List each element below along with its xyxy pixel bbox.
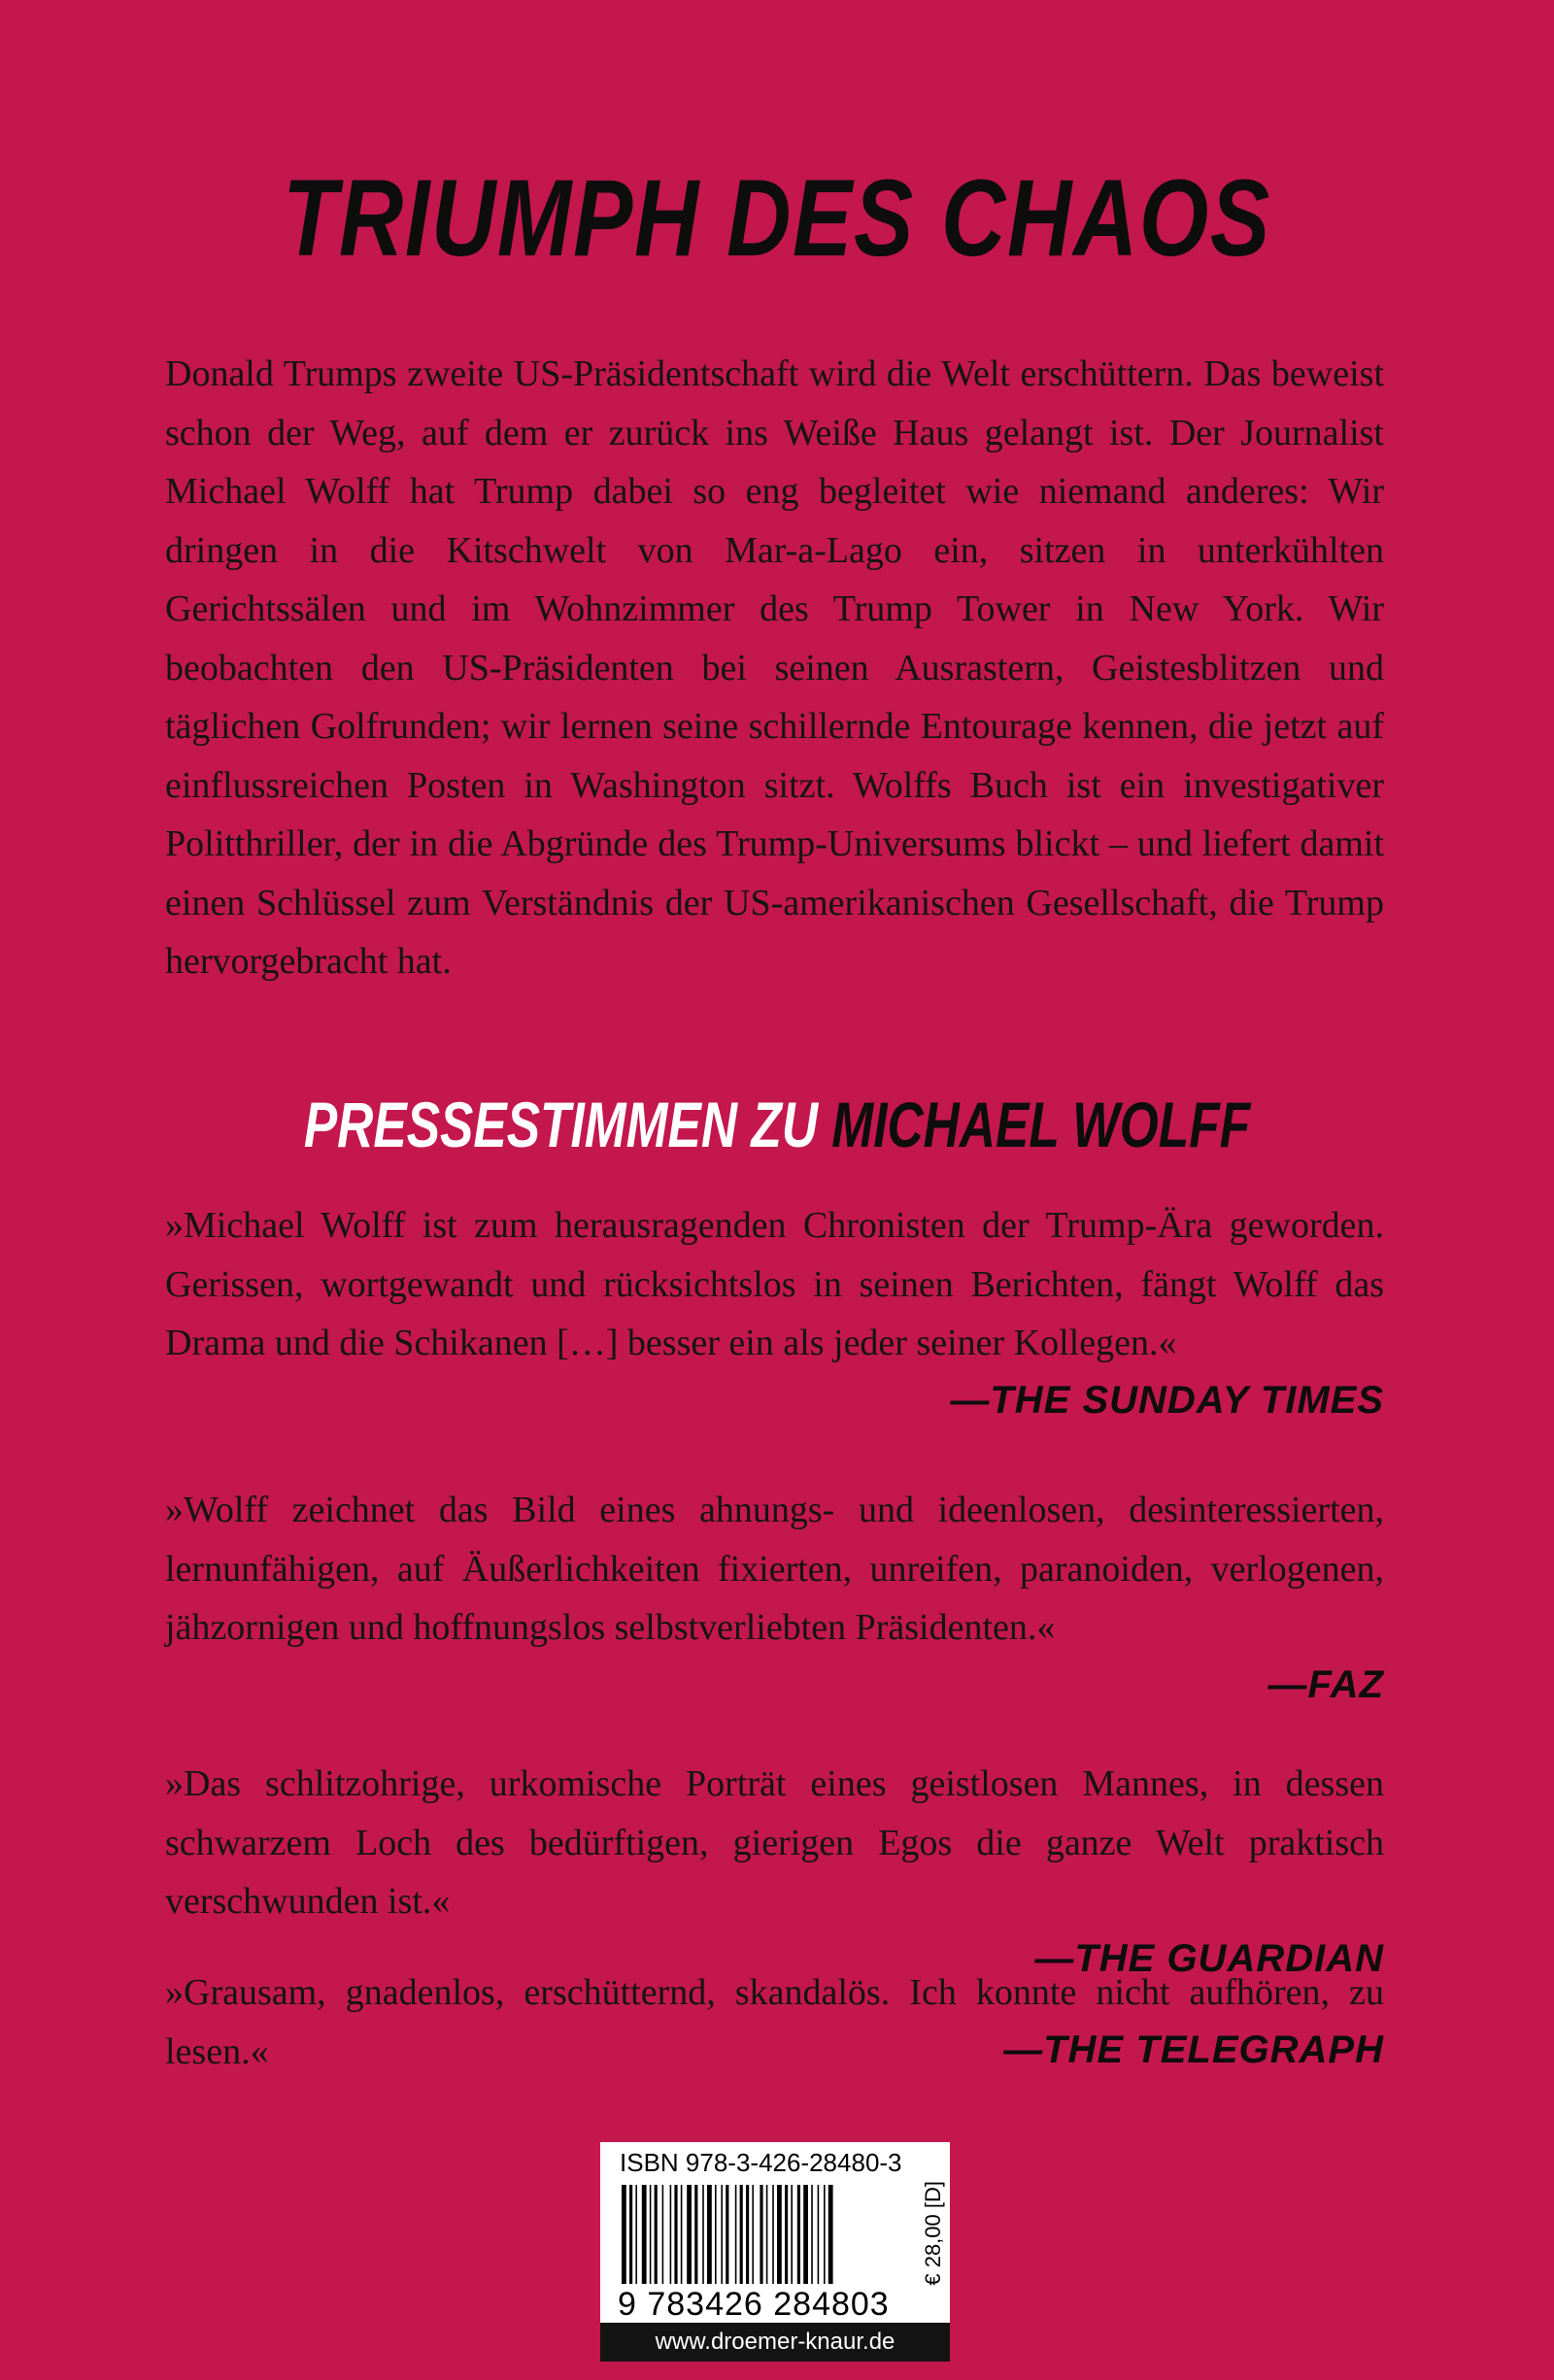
barcode-label [600, 2142, 950, 2323]
quote-source: —THE GUARDIAN [1034, 1936, 1384, 1980]
press-heading-part1: PRESSESTIMMEN ZU [303, 1089, 818, 1160]
quote-text: »Grausam, gnadenlos, erschütternd, skandalös. Ich konnte nicht aufhören, zu lesen.« [165, 1972, 1384, 2072]
isbn-text: ISBN 978-3-426-28480-3 [620, 2148, 902, 2177]
publisher-website: www.droemer-knaur.de [600, 2323, 950, 2362]
barcode-digits: 9 783426 284803 [618, 2286, 890, 2323]
quote-text: »Michael Wolff ist zum herausragenden Chronisten der Trump-Ära geworden. Gerissen, wortgewandt und rücksichtslos in seinen Berichten, fängt Wolff das Drama und die Schikanen […] besser ein als jeder seiner Kollegen.« [165, 1205, 1384, 1363]
quote-source: —FAZ [1267, 1662, 1384, 1706]
quote-source: —THE SUNDAY TIMES [950, 1378, 1384, 1422]
quote-text: »Wolff zeichnet das Bild eines ahnungs- und ideenlosen, desinteressierten, lernunfähigen, auf Äußerlichkeiten fixierten, unreifen, paranoiden, verlogenen, jähzornigen und hoffnungslos selbstverliebten Präsidenten.« [165, 1490, 1384, 1648]
press-heading [171, 1088, 1383, 1161]
quote-3 [165, 1755, 1384, 1986]
quote-2 [165, 1481, 1384, 1712]
book-blurb: Donald Trumps zweite US-Präsidentschaft wird die Welt erschüttern. Das beweist schon der Weg, auf dem er zurück ins Weiße Haus gelangt ist. Der Journalist Michael Wolff hat Trump dabei so eng begleitet wie niemand anderes: Wir dringen in die Kitschwelt von Mar-a-Lago ein, sitzen in unterkühlten Gerichtssälen und im Wohnzimmer des Trump Tower in New York. Wir beobachten den US-Präsidenten bei seinen Ausrastern, Geistesblitzen und täglichen Golfrunden; wir lernen seine schillernde Entourage kennen, die jetzt auf einflussreichen Posten in Washington sitzt. Wolffs Buch ist ein investigativer Politthriller, der in die Abgründe des Trump-Universums blickt – und liefert damit einen Schlüssel zum Verständnis der US-amerikanischen Gesellschaft, die Trump hervorgebracht hat. [165, 353, 1384, 982]
quote-text: »Das schlitzohrige, urkomische Porträt eines geistlosen Mannes, in dessen schwarzem Loch des bedürftigen, gierigen Egos die ganze Welt praktisch verschwunden ist.« [165, 1763, 1384, 1922]
price-text: € 28,00 [D] [921, 2181, 945, 2286]
barcode-graphic [622, 2185, 903, 2284]
press-heading-part2: MICHAEL WOLFF [831, 1089, 1251, 1160]
quote-1 [165, 1196, 1384, 1427]
quote-source: —THE TELEGRAPH [1003, 2028, 1384, 2071]
book-title: TRIUMPH DES CHAOS [283, 157, 1271, 279]
quote-4 [165, 1963, 1384, 2077]
